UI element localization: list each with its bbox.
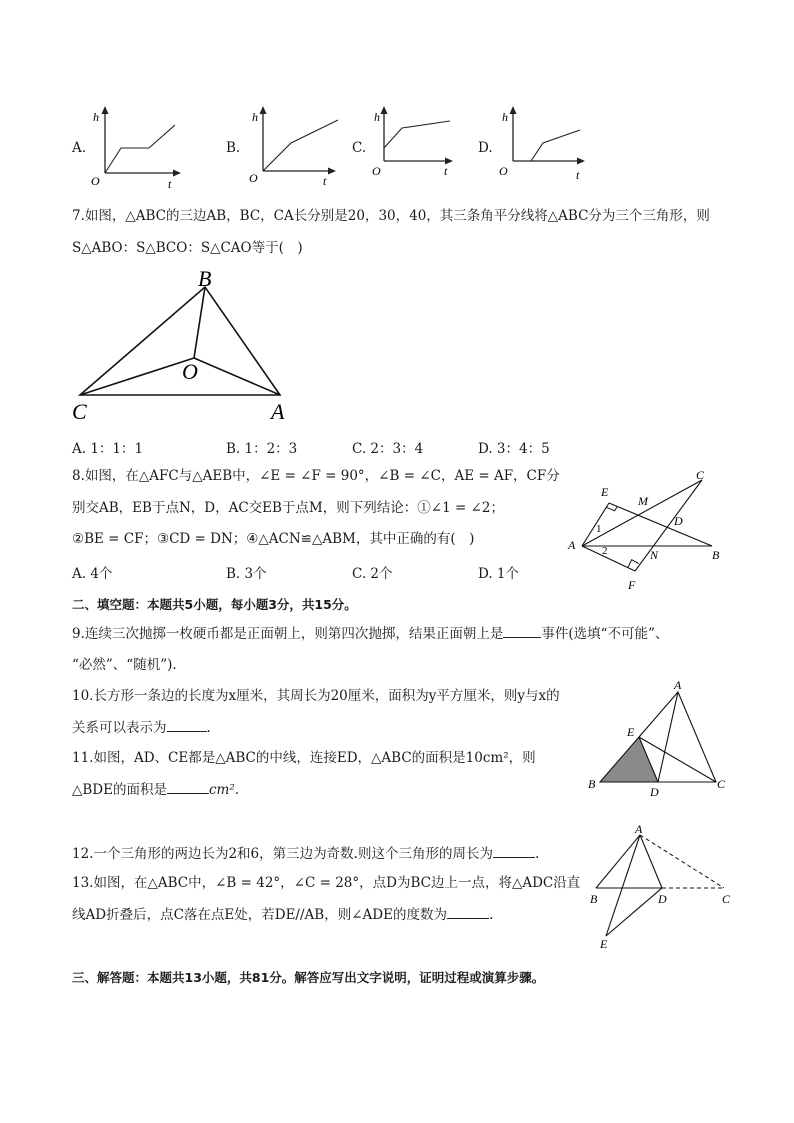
q11-figure bbox=[582, 674, 742, 802]
q8-label-f: F bbox=[628, 578, 636, 592]
q10-answer-blank[interactable] bbox=[167, 717, 207, 732]
q7-question-line2: S△ABO：S△BCO：S△CAO等于( ) bbox=[72, 240, 303, 256]
q13-label-b: B bbox=[590, 892, 598, 906]
q11-label-b: B bbox=[588, 777, 596, 791]
q8-label-b: B bbox=[712, 548, 720, 562]
q9-question-line1 bbox=[72, 623, 668, 644]
q8-label-n: N bbox=[650, 548, 659, 562]
q8-label-e: E bbox=[601, 485, 609, 499]
q12-text-a: 12.一个三角形的两边长为2和6，第三边为奇数.则这个三角形的周长为 bbox=[72, 846, 493, 862]
q7-label-b: B bbox=[198, 266, 212, 291]
q8-option-b: B. 3个 bbox=[226, 566, 267, 582]
q6a-h-label: h bbox=[93, 110, 99, 124]
q11-label-a: A bbox=[674, 678, 682, 692]
q6-option-d-letter: D. bbox=[478, 140, 493, 156]
q13-text-a: 线AD折叠后，点C落在点E处，若DE//AB，则∠ADE的度数为 bbox=[72, 907, 447, 923]
q13-label-a: A bbox=[635, 822, 643, 836]
q6-option-c-letter: C. bbox=[352, 140, 367, 156]
q12-question bbox=[72, 843, 539, 864]
q13-answer-blank[interactable] bbox=[447, 904, 489, 919]
q6b-h-label: h bbox=[252, 110, 258, 124]
q9-answer-blank[interactable] bbox=[503, 623, 541, 638]
q11-label-e: E bbox=[627, 725, 635, 739]
q7-label-a: A bbox=[271, 399, 285, 424]
q6d-origin-label: O bbox=[499, 164, 508, 178]
q9-text-a: 9.连续三次抛掷一枚硬币都是正面朝上，则第四次抛掷，结果正面朝上是 bbox=[72, 626, 504, 642]
q12-text-b: . bbox=[534, 846, 540, 862]
q9-text-b: 事件(选填“不可能”、 bbox=[541, 626, 669, 642]
q10-question-line2 bbox=[72, 717, 211, 738]
q13-label-e: E bbox=[600, 937, 608, 951]
q8-question-line3: ②BE = CF；③CD = DN；④△ACN≌△ABM，其中正确的有( ) bbox=[72, 531, 475, 547]
q10-text-a: 关系可以表示为 bbox=[72, 720, 167, 736]
q7-option-d: D. 3：4：5 bbox=[478, 441, 550, 457]
q8-angle-2: 2 bbox=[602, 545, 608, 557]
q8-label-d: D bbox=[674, 514, 683, 528]
q10-question-line1: 10.长方形一条边的长度为x厘米，其周长为20厘米，面积为y平方厘米，则y与x的 bbox=[72, 688, 560, 704]
section-3-heading: 三、解答题：本题共13小题，共81分。解答应写出文字说明，证明过程或演算步骤。 bbox=[72, 970, 545, 985]
q12-answer-blank[interactable] bbox=[493, 843, 535, 858]
q6b-t-label: t bbox=[323, 174, 327, 188]
q13-question-line2 bbox=[72, 904, 493, 925]
q11-question-line2 bbox=[72, 779, 239, 800]
q6-graph-b bbox=[246, 103, 346, 191]
q8-question-line1: 8.如图，在△AFC与△AEB中，∠E = ∠F = 90°，∠B = ∠C，AE = AF，CF分 bbox=[72, 468, 560, 484]
q6c-h-label: h bbox=[374, 110, 380, 124]
q8-angle-1: 1 bbox=[596, 523, 602, 535]
q11-question-line1: 11.如图，AD、CE都是△ABC的中线，连接ED，△ABC的面积是10cm²，则 bbox=[72, 750, 536, 766]
q7-option-a: A. 1：1：1 bbox=[72, 441, 144, 457]
q11-answer-blank[interactable] bbox=[167, 779, 209, 794]
q13-question-line1: 13.如图，在△ABC中，∠B = 42°，∠C = 28°，点D为BC边上一点，将△ADC沿直 bbox=[72, 875, 581, 891]
q6-graph-d bbox=[496, 103, 592, 191]
q7-figure bbox=[66, 262, 306, 428]
q8-option-d: D. 1个 bbox=[478, 566, 520, 582]
q7-question-line1: 7.如图，△ABC的三边AB，BC，CA长分别是20，30，40，其三条角平分线将△ABC分为三个三角形，则 bbox=[72, 208, 710, 224]
q11-label-d: D bbox=[650, 785, 659, 799]
q7-option-b: B. 1：2：3 bbox=[226, 441, 298, 457]
q7-label-o: O bbox=[182, 359, 198, 384]
q8-label-a: A bbox=[568, 538, 576, 552]
q11-text-b: cm². bbox=[208, 782, 240, 798]
q6a-t-label: t bbox=[168, 177, 172, 191]
q6d-h-label: h bbox=[502, 110, 508, 124]
section-2-heading: 二、填空题：本题共5小题，每小题3分，共15分。 bbox=[72, 597, 357, 612]
q11-text-a: △BDE的面积是 bbox=[72, 782, 167, 798]
q8-option-c: C. 2个 bbox=[352, 566, 393, 582]
q6c-origin-label: O bbox=[372, 164, 381, 178]
q6d-t-label: t bbox=[576, 168, 580, 182]
q13-label-c: C bbox=[722, 892, 731, 906]
q6a-origin-label: O bbox=[91, 174, 100, 188]
q13-text-b: . bbox=[488, 907, 494, 923]
q8-label-m: M bbox=[638, 494, 648, 508]
q6-option-a-letter: A. bbox=[72, 140, 87, 156]
q6-graph-a bbox=[88, 103, 184, 191]
q6-graph-c bbox=[368, 103, 464, 191]
q9-question-line2: “必然”、“随机”). bbox=[72, 657, 177, 673]
q6-option-b-letter: B. bbox=[226, 140, 241, 156]
q8-option-a: A. 4个 bbox=[72, 566, 113, 582]
q11-label-c: C bbox=[717, 777, 726, 791]
q7-label-c: C bbox=[72, 399, 87, 424]
q6c-t-label: t bbox=[444, 164, 448, 178]
q13-label-d: D bbox=[658, 892, 667, 906]
q8-label-c: C bbox=[696, 468, 705, 482]
q10-text-b: . bbox=[206, 720, 211, 736]
q8-question-line2: 别交AB，EB于点N，D，AC交EB于点M，则下列结论：①∠1 = ∠2； bbox=[72, 500, 504, 516]
q7-option-c: C. 2：3：4 bbox=[352, 441, 424, 457]
q13-figure bbox=[584, 822, 744, 952]
q8-figure bbox=[562, 466, 734, 596]
q6b-origin-label: O bbox=[249, 171, 258, 185]
